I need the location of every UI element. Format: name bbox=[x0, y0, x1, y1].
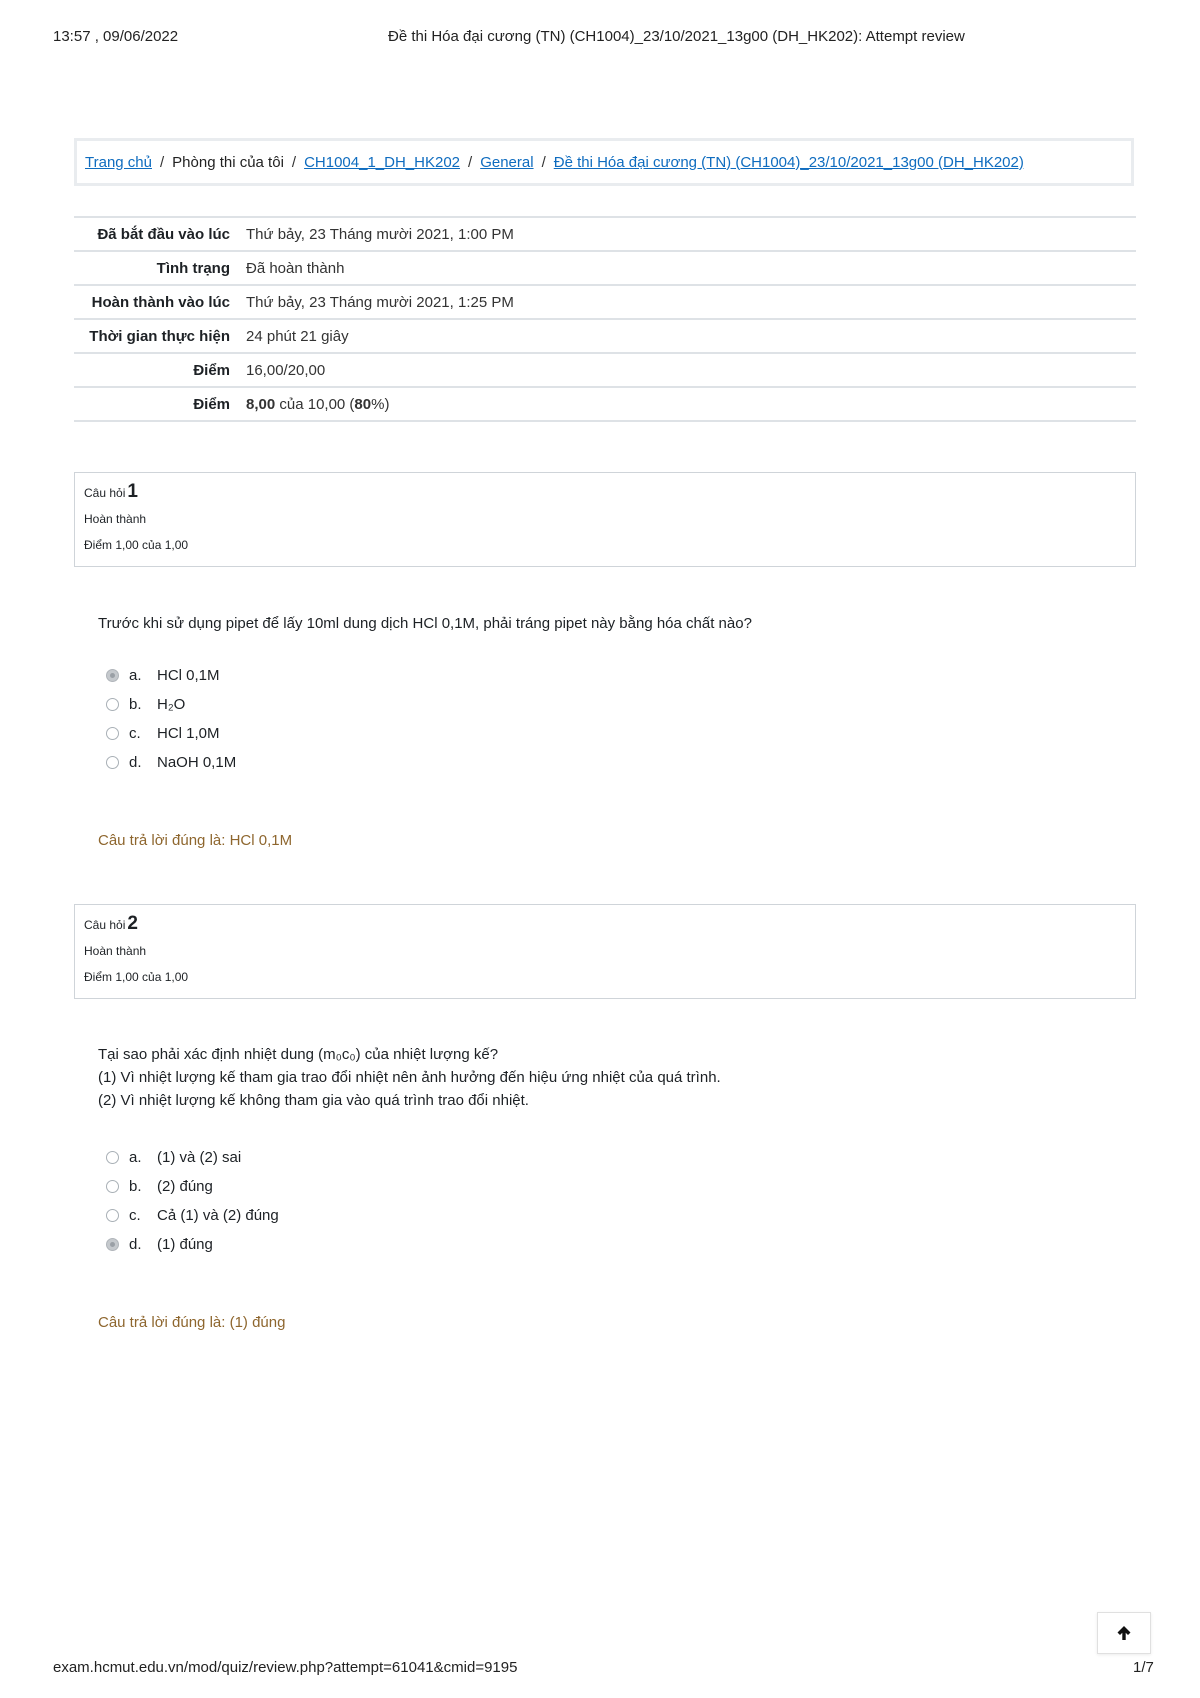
question-text-line: (1) Vì nhiệt lượng kế tham gia trao đổi nhiệt nên ảnh hưởng đến hiệu ứng nhiệt của quá trình. bbox=[98, 1069, 721, 1086]
question-number-value: 2 bbox=[127, 913, 138, 934]
breadcrumb-separator: / bbox=[291, 153, 297, 171]
answer-option[interactable] bbox=[106, 1201, 279, 1230]
radio-button[interactable] bbox=[106, 727, 119, 740]
grade-value bbox=[238, 387, 1136, 421]
answer-option[interactable] bbox=[106, 661, 236, 690]
option-letter: a. bbox=[129, 667, 142, 684]
option-text: H₂O bbox=[157, 696, 186, 713]
grade-score: 8,00 bbox=[246, 396, 276, 413]
question-number bbox=[84, 913, 1126, 937]
summary-row-marks bbox=[74, 353, 1136, 387]
answer-option[interactable] bbox=[106, 690, 236, 719]
question-1-info bbox=[74, 472, 1136, 567]
started-label: Đã bắt đầu vào lúc bbox=[97, 226, 230, 243]
print-url: exam.hcmut.edu.vn/mod/quiz/review.php?attempt=61041&cmid=9195 bbox=[53, 1659, 518, 1676]
question-2-info bbox=[74, 904, 1136, 999]
summary-row-completed bbox=[74, 285, 1136, 319]
option-text: (1) và (2) sai bbox=[157, 1149, 242, 1166]
print-header bbox=[0, 28, 1200, 48]
radio-button-selected[interactable] bbox=[106, 1238, 119, 1251]
radio-button[interactable] bbox=[106, 698, 119, 711]
option-text: (1) đúng bbox=[157, 1236, 213, 1253]
print-page-number: 1/7 bbox=[1133, 1659, 1154, 1676]
grade-out-of: của 10,00 ( bbox=[275, 396, 355, 413]
option-letter: a. bbox=[129, 1149, 142, 1166]
time-taken-value: 24 phút 21 giây bbox=[246, 328, 349, 345]
grade-label: Điểm bbox=[193, 396, 230, 413]
print-page-title: Đề thi Hóa đại cương (TN) (CH1004)_23/10/2021_13g00 (DH_HK202): Attempt review bbox=[388, 28, 965, 45]
breadcrumb-my-exams: Phòng thi của tôi bbox=[172, 153, 284, 171]
question-text-line: Trước khi sử dụng pipet để lấy 10ml dung dịch HCl 0,1M, phải tráng pipet này bằng hóa chất nào? bbox=[98, 615, 752, 632]
back-to-top-button[interactable] bbox=[1097, 1612, 1151, 1654]
question-1-text bbox=[98, 612, 752, 635]
radio-button[interactable] bbox=[106, 756, 119, 769]
question-state: Hoàn thành bbox=[84, 512, 147, 526]
question-2-right-answer: Câu trả lời đúng là: (1) đúng bbox=[98, 1314, 286, 1331]
question-label: Câu hỏi bbox=[84, 486, 126, 500]
question-number-value: 1 bbox=[127, 481, 138, 502]
option-letter: b. bbox=[129, 1178, 142, 1195]
question-state: Hoàn thành bbox=[84, 944, 147, 958]
started-value: Thứ bảy, 23 Tháng mười 2021, 1:00 PM bbox=[246, 226, 514, 243]
option-text: HCl 0,1M bbox=[157, 667, 220, 684]
option-letter: c. bbox=[129, 725, 141, 742]
option-letter: c. bbox=[129, 1207, 141, 1224]
question-number bbox=[84, 481, 1126, 505]
completed-value: Thứ bảy, 23 Tháng mười 2021, 1:25 PM bbox=[246, 294, 514, 311]
option-text: HCl 1,0M bbox=[157, 725, 220, 742]
grade-percent: 80 bbox=[354, 396, 372, 413]
arrow-up-icon bbox=[1116, 1625, 1132, 1641]
marks-value: 16,00/20,00 bbox=[246, 362, 326, 379]
option-letter: b. bbox=[129, 696, 142, 713]
completed-label: Hoàn thành vào lúc bbox=[91, 294, 230, 311]
question-1-right-answer: Câu trả lời đúng là: HCl 0,1M bbox=[98, 832, 293, 849]
breadcrumb-section-link[interactable]: General bbox=[480, 153, 534, 171]
answer-option[interactable] bbox=[106, 719, 236, 748]
option-text: (2) đúng bbox=[157, 1178, 213, 1195]
breadcrumb-course-link[interactable]: CH1004_1_DH_HK202 bbox=[304, 153, 461, 171]
summary-row-grade bbox=[74, 387, 1136, 421]
state-label: Tình trạng bbox=[156, 260, 230, 277]
question-2-text bbox=[98, 1043, 721, 1112]
state-value: Đã hoàn thành bbox=[246, 260, 345, 277]
option-letter: d. bbox=[129, 1236, 142, 1253]
question-2-answers bbox=[106, 1143, 279, 1259]
time-taken-label: Thời gian thực hiện bbox=[89, 328, 230, 345]
option-text: NaOH 0,1M bbox=[157, 754, 237, 771]
breadcrumb-separator: / bbox=[159, 153, 165, 171]
question-mark: Điểm 1,00 của 1,00 bbox=[84, 538, 189, 552]
question-mark: Điểm 1,00 của 1,00 bbox=[84, 970, 189, 984]
question-label: Câu hỏi bbox=[84, 918, 126, 932]
radio-button[interactable] bbox=[106, 1180, 119, 1193]
print-timestamp: 13:57 , 09/06/2022 bbox=[53, 28, 179, 45]
radio-button-selected[interactable] bbox=[106, 669, 119, 682]
question-text-line: (2) Vì nhiệt lượng kế không tham gia vào quá trình trao đổi nhiệt. bbox=[98, 1092, 529, 1109]
breadcrumb bbox=[74, 138, 1134, 186]
answer-option[interactable] bbox=[106, 1143, 279, 1172]
breadcrumb-separator: / bbox=[468, 153, 473, 171]
attempt-summary-table bbox=[74, 216, 1136, 422]
answer-option[interactable] bbox=[106, 748, 236, 777]
breadcrumb-separator: / bbox=[541, 153, 546, 171]
radio-button[interactable] bbox=[106, 1209, 119, 1222]
radio-button[interactable] bbox=[106, 1151, 119, 1164]
option-text: Cả (1) và (2) đúng bbox=[157, 1207, 279, 1224]
marks-label: Điểm bbox=[193, 362, 230, 379]
answer-option[interactable] bbox=[106, 1230, 279, 1259]
answer-option[interactable] bbox=[106, 1172, 279, 1201]
summary-row-time bbox=[74, 319, 1136, 353]
question-text-line: Tại sao phải xác định nhiệt dung (m₀c₀) của nhiệt lượng kế? bbox=[98, 1046, 499, 1063]
print-footer bbox=[0, 1659, 1200, 1679]
grade-close: %) bbox=[371, 396, 390, 413]
question-1-answers bbox=[106, 661, 236, 777]
breadcrumb-quiz-link[interactable]: Đề thi Hóa đại cương (TN) (CH1004)_23/10/2021_13g00 (DH_HK202) bbox=[553, 153, 1024, 171]
summary-row-started bbox=[74, 217, 1136, 251]
option-letter: d. bbox=[129, 754, 142, 771]
breadcrumb-home-link[interactable]: Trang chủ bbox=[85, 153, 152, 171]
summary-row-state bbox=[74, 251, 1136, 285]
